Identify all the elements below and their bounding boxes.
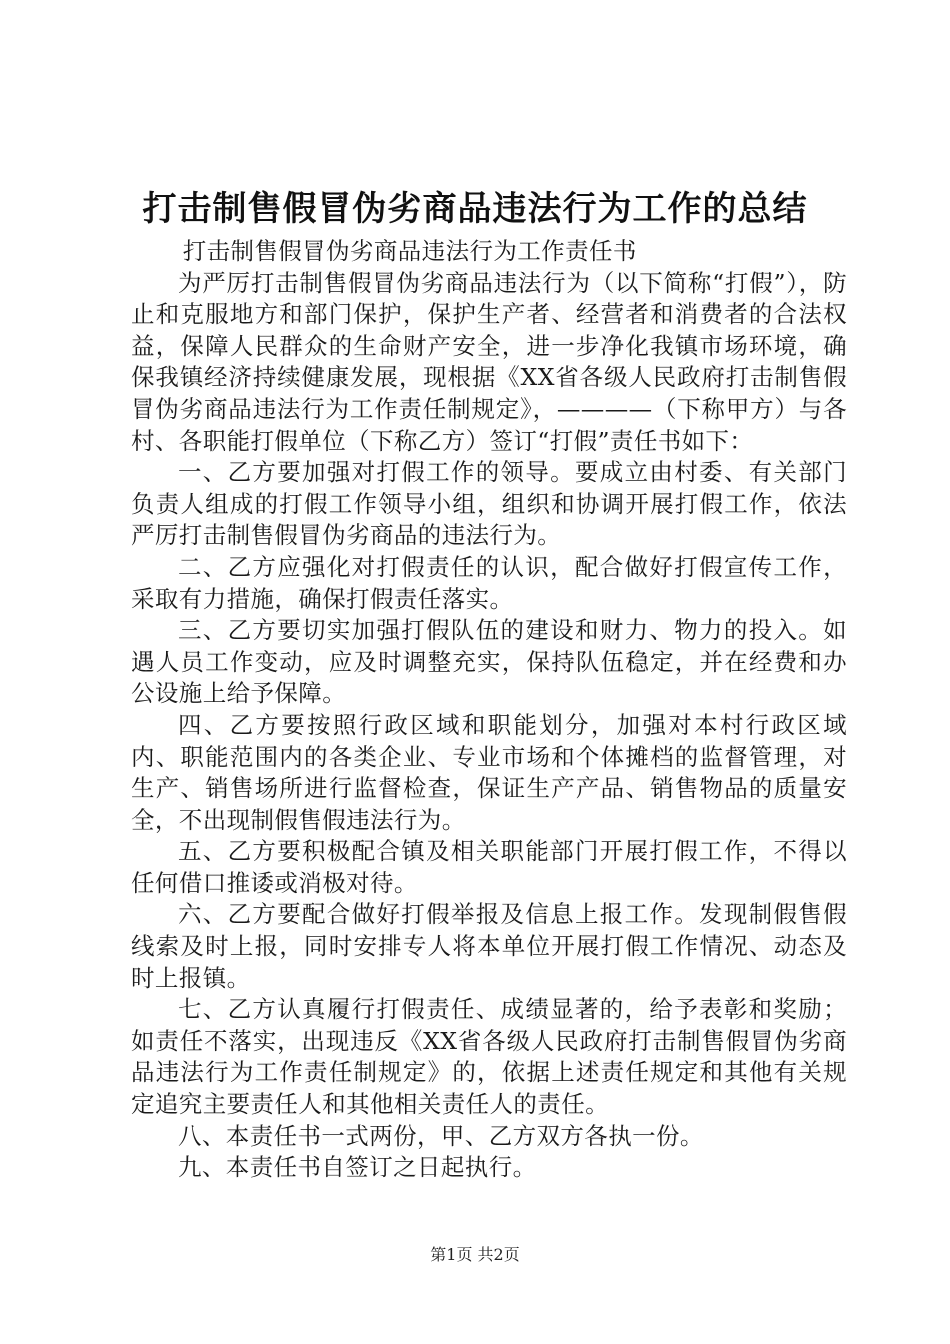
paragraph-clause-3: 三、乙方要切实加强打假队伍的建设和财力、物力的投入。如遇人员工作变动，应及时调整充实，保持队伍稳定，并在经费和办公设施上给予保障。 — [131, 616, 847, 708]
document-body — [131, 236, 847, 1184]
document-title: 打击制售假冒伪劣商品违法行为工作的总结 — [142, 189, 808, 229]
paragraph-clause-8: 八、本责任书一式两份，甲、乙方双方各执一份。 — [178, 1121, 704, 1150]
paragraph-clause-1: 一、乙方要加强对打假工作的领导。要成立由村委、有关部门负责人组成的打假工作领导小组，组织和协调开展打假工作，依法严厉打击制售假冒伪劣商品的违法行为。 — [131, 458, 847, 550]
paragraph-clause-2: 二、乙方应强化对打假责任的认识，配合做好打假宣传工作，采取有力措施，确保打假责任落实。 — [131, 552, 847, 613]
paragraph-clause-9: 九、本责任书自签订之日起执行。 — [178, 1153, 537, 1182]
paragraph-clause-7: 七、乙方认真履行打假责任、成绩显著的，给予表彰和奖励；如责任不落实，出现违反《XX省各级人民政府打击制售假冒伪劣商品违法行为工作责任制规定》的，依据上述责任规定和其他有关规定追究主要责任人和其他相关责任人的责任。 — [131, 995, 847, 1119]
paragraph-clause-6: 六、乙方要配合做好打假举报及信息上报工作。发现制假售假线索及时上报，同时安排专人将本单位开展打假工作情况、动态及时上报镇。 — [131, 900, 847, 992]
paragraph-clause-5: 五、乙方要积极配合镇及相关职能部门开展打假工作，不得以任何借口推诿或消极对待。 — [131, 837, 847, 897]
paragraph-clause-4: 四、乙方要按照行政区域和职能划分，加强对本村行政区域内、职能范围内的各类企业、专业市场和个体摊档的监督管理，对生产、销售场所进行监督检查，保证生产产品、销售物品的质量安全，不出现制假售假违法行为。 — [131, 710, 847, 834]
document-subtitle: 打击制售假冒伪劣商品违法行为工作责任书 — [182, 237, 637, 265]
paragraph-intro: 为严厉打击制售假冒伪劣商品违法行为（以下简称“打假”），防止和克服地方和部门保护，保护生产者、经营者和消费者的合法权益，保障人民群众的生命财产安全，进一步净化我镇市场环境，确保我镇经济持续健康发展，现根据《XX省各级人民政府打击制售假冒伪劣商品违法行为工作责任制规定》，————（下称甲方）与各村、各职能打假单位（下称乙方）签订“打假”责任书如下： — [131, 268, 847, 455]
page-number: 第1页 共2页 — [430, 1245, 520, 1264]
